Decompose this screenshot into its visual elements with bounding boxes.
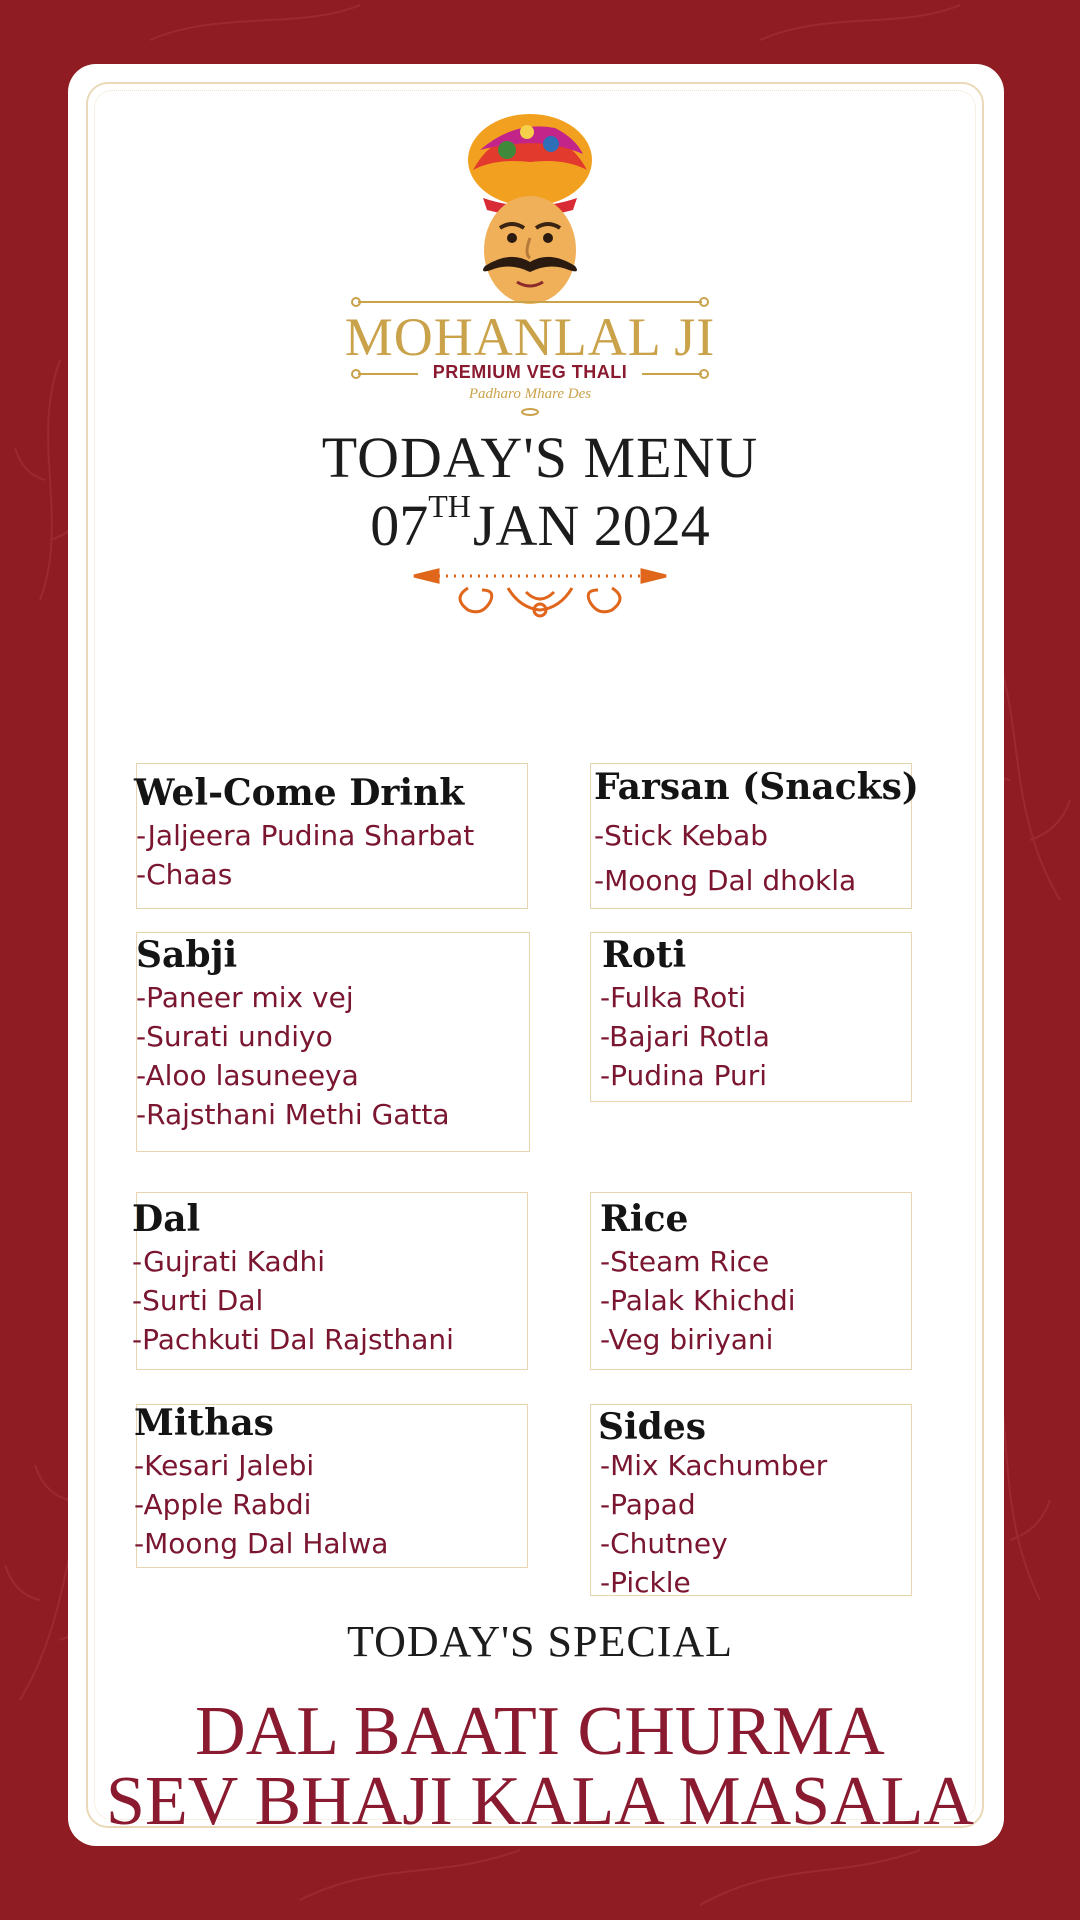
menu-item: -Gujrati Kadhi: [132, 1245, 326, 1278]
section-items-sides: [600, 1446, 827, 1602]
turbaned-man-mascot-icon: [455, 110, 605, 310]
menu-item: -Surati undiyo: [136, 1020, 333, 1053]
menu-item: -Pudina Puri: [600, 1059, 768, 1092]
special-dish-1: DAL BAATI CHURMA: [195, 1693, 885, 1770]
menu-item: -Chutney: [600, 1527, 728, 1560]
menu-item: -Aloo lasuneeya: [136, 1059, 359, 1092]
section-title-sides: Sides: [598, 1406, 707, 1448]
section-title-dal: Dal: [132, 1198, 201, 1240]
menu-date: [140, 488, 940, 559]
section-title-welcome-drink: Wel-Come Drink: [134, 772, 465, 814]
section-items-sabji: [136, 978, 450, 1134]
menu-item: -Steam Rice: [600, 1245, 770, 1278]
section-title-sabji: Sabji: [136, 934, 238, 976]
section-items-roti: [600, 978, 770, 1095]
section-title-farsan: Farsan (Snacks): [594, 766, 919, 808]
menu-item: -Papad: [600, 1488, 696, 1521]
menu-item: -Palak Khichdi: [600, 1284, 796, 1317]
menu-item: -Veg biriyani: [600, 1323, 774, 1356]
date-month-year: JAN 2024: [472, 493, 710, 558]
brand-tagline: PREMIUM VEG THALI: [432, 362, 628, 382]
menu-item: -Moong Dal Halwa: [134, 1527, 389, 1560]
menu-item: -Paneer mix vej: [136, 981, 354, 1014]
menu-item: -Rajsthani Methi Gatta: [136, 1098, 450, 1131]
menu-item: -Apple Rabdi: [134, 1488, 312, 1521]
menu-item: -Bajari Rotla: [600, 1020, 770, 1053]
menu-item: -Surti Dal: [132, 1284, 264, 1317]
menu-item: -Pachkuti Dal Rajsthani: [132, 1323, 454, 1356]
date-suffix: TH: [428, 488, 471, 524]
section-title-roti: Roti: [602, 934, 687, 976]
menu-item: -Fulka Roti: [600, 981, 747, 1014]
date-day: 07: [370, 493, 429, 558]
section-items-farsan: [594, 816, 856, 900]
menu-item: -Pickle: [600, 1566, 691, 1599]
section-items-mithas: [134, 1446, 388, 1563]
section-items-dal: [132, 1242, 454, 1359]
menu-item: -Moong Dal dhokla: [594, 864, 857, 897]
brand-name: MOHANLAL JI: [344, 307, 716, 367]
menu-item: -Jaljeera Pudina Sharbat: [136, 819, 475, 852]
special-label: TODAY'S SPECIAL: [346, 1617, 733, 1666]
menu-item: -Chaas: [136, 858, 233, 891]
special-dish-2: SEV BHAJI KALA MASALA: [106, 1763, 974, 1840]
flourish-divider-icon: [408, 558, 672, 624]
section-items-welcome-drink: [136, 816, 474, 894]
menu-item: -Kesari Jalebi: [134, 1449, 315, 1482]
section-items-rice: [600, 1242, 796, 1359]
menu-item: -Stick Kebab: [594, 819, 769, 852]
menu-item: -Mix Kachumber: [600, 1449, 828, 1482]
section-title-mithas: Mithas: [134, 1402, 274, 1444]
menu-title: TODAY'S MENU: [321, 425, 759, 490]
brand-subtitle: Padharo Mhare Des: [468, 386, 592, 402]
section-title-rice: Rice: [600, 1198, 689, 1240]
